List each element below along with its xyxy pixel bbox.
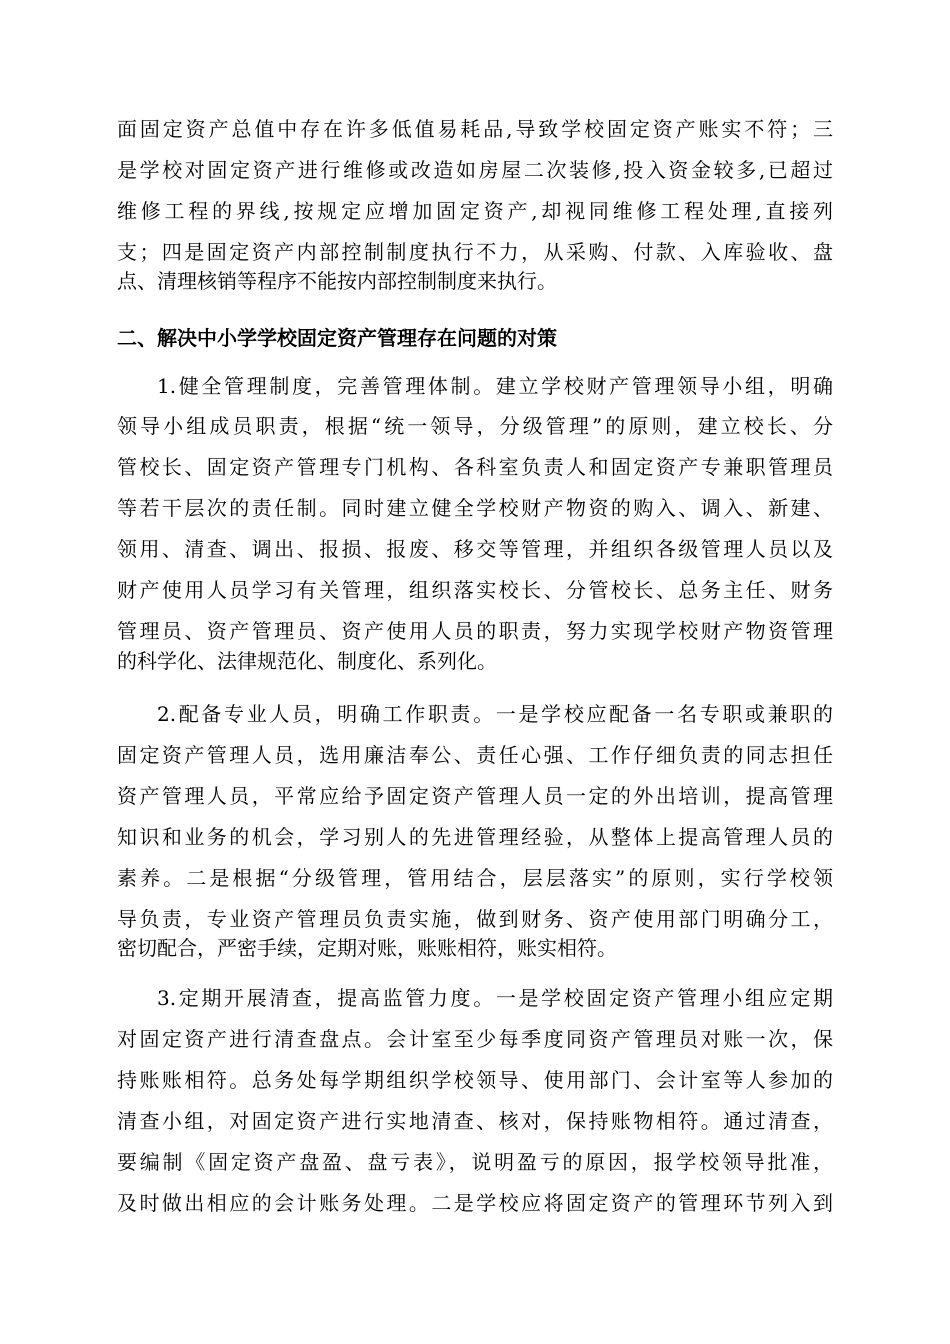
text-line: 要编制《固定资产盘盈、盘亏表》，说明盈亏的原因，报学校领导批准， [117, 1150, 833, 1174]
text-line: 管理员、资产管理员、资产使用人员的职责，努力实现学校财产物资管理 [117, 619, 833, 643]
text-line: 维修工程的界线,按规定应增加固定资产,却视同维修工程处理,直接列 [117, 199, 833, 223]
text-line: 1.健全管理制度，完善管理体制。建立学校财产管理领导小组，明确 [157, 374, 833, 398]
section-heading: 二、解决中小学学校固定资产管理存在问题的对策 [117, 326, 557, 350]
text-line: 清查小组，对固定资产进行实地清查、核对，保持账物相符。通过清查， [117, 1109, 833, 1133]
text-line: 是学校对固定资产进行维修或改造如房屋二次装修,投入资金较多,已超过 [117, 158, 833, 182]
text-line: 固定资产管理人员，选用廉洁奉公、责任心强、工作仔细负责的同志担任 [117, 743, 833, 767]
text-line: 对固定资产进行清查盘点。会计室至少每季度同资产管理员对账一次，保 [117, 1027, 833, 1051]
text-line: 密切配合，严密手续，定期对账，账账相符，账实相符。 [117, 936, 617, 960]
text-line: 持账账相符。总务处每学期组织学校领导、使用部门、会计室等人参加的 [117, 1068, 833, 1092]
text-line: 点、清理核销等程序不能按内部控制制度来执行。 [117, 269, 557, 293]
text-line: 等若干层次的责任制。同时建立健全学校财产物资的购入、调入、新建、 [117, 496, 833, 520]
text-line: 资产管理人员，平常应给予固定资产管理人员一定的外出培训，提高管理 [117, 784, 833, 808]
text-line: 及时做出相应的会计账务处理。二是学校应将固定资产的管理环节列入到 [117, 1191, 833, 1215]
text-line: 领导小组成员职责，根据“统一领导，分级管理”的原则，建立校长、分 [117, 414, 833, 438]
text-line: 财产使用人员学习有关管理，组织落实校长、分管校长、总务主任、财务 [117, 578, 833, 602]
text-line: 的科学化、法律规范化、制度化、系列化。 [117, 649, 497, 673]
text-line: 领用、清查、调出、报损、报废、移交等管理，并组织各级管理人员以及 [117, 537, 833, 561]
text-line: 导负责，专业资产管理员负责实施，做到财务、资产使用部门明确分工， [117, 907, 833, 931]
text-line: 面固定资产总值中存在许多低值易耗品,导致学校固定资产账实不符；三 [117, 117, 833, 141]
text-line: 知识和业务的机会，学习别人的先进管理经验，从整体上提高管理人员的 [117, 825, 833, 849]
text-line: 素养。二是根据“分级管理，管用结合，层层落实”的原则，实行学校领 [117, 866, 833, 890]
text-line: 支；四是固定资产内部控制制度执行不力，从采购、付款、入库验收、盘 [117, 240, 833, 264]
text-line: 管校长、固定资产管理专门机构、各科室负责人和固定资产专兼职管理员 [117, 455, 833, 479]
text-line: 3.定期开展清查，提高监管力度。一是学校固定资产管理小组应定期 [157, 986, 833, 1010]
text-line: 2.配备专业人员，明确工作职责。一是学校应配备一名专职或兼职的 [157, 702, 833, 726]
